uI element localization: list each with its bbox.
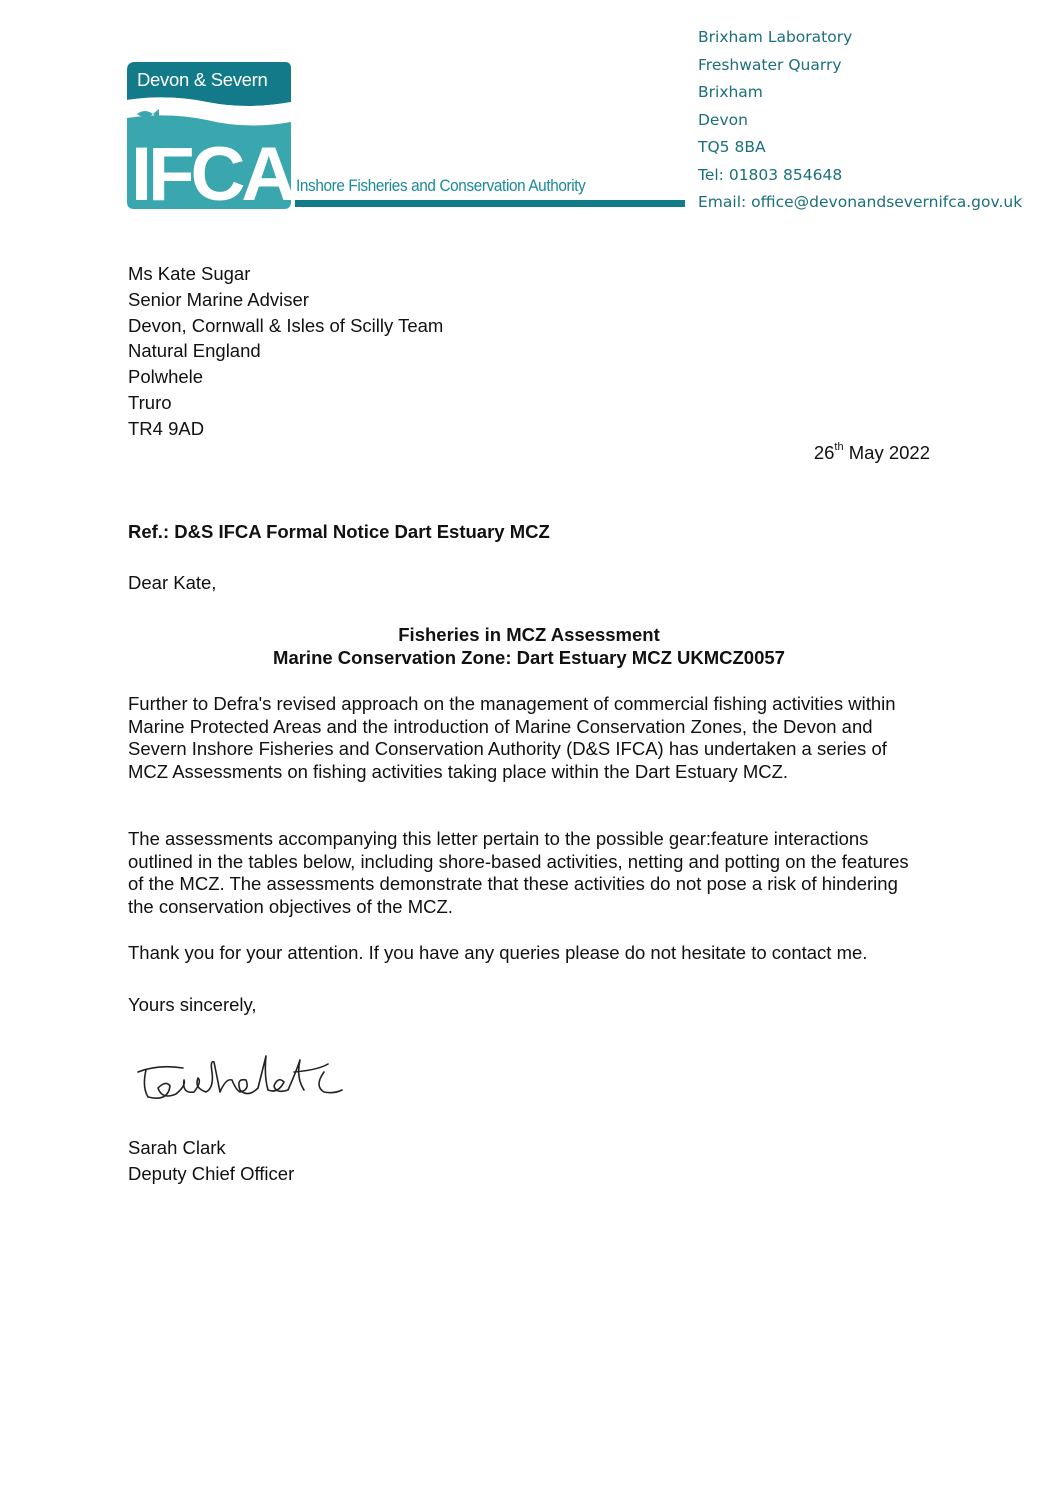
sender-phone: Tel: 01803 854648	[698, 165, 843, 184]
closing: Yours sincerely,	[128, 994, 257, 1015]
salutation: Dear Kate,	[128, 572, 217, 593]
recipient-line: Devon, Cornwall & Isles of Scilly Team	[128, 314, 444, 336]
ifca-logo	[127, 62, 687, 212]
recipient-line: Truro	[128, 391, 172, 413]
body-paragraph: Further to Defra's revised approach on the management of commercial fishing activities within Marine Protected Areas and the introduction of Marine Conservation Zones, the Devon and Severn Inshore Fisheries and Conservation Authority (D&S IFCA) has undertaken a series of MCZ Assessments on fishing activities taking place within the Dart Estuary MCZ.	[128, 693, 896, 782]
sender-line: Freshwater Quarry	[698, 55, 842, 74]
handwritten-signature	[128, 1042, 358, 1117]
signatory-name: Sarah Clark	[128, 1137, 226, 1158]
signoff	[128, 1135, 294, 1187]
letter-date: 26th May 2022	[813, 440, 930, 463]
reference-line: Ref.: D&S IFCA Formal Notice Dart Estuary MCZ	[128, 521, 550, 542]
logo-authority-text: Inshore Fisheries and Conservation Authority	[296, 176, 586, 195]
logo-brand-text: Devon & Severn	[137, 69, 268, 90]
recipient-line: Polwhele	[128, 366, 204, 388]
assessment-subheading: Marine Conservation Zone: Dart Estuary MCZ UKMCZ0057	[273, 647, 785, 668]
logo-acronym-text: IFCA	[131, 132, 293, 212]
recipient-address	[128, 261, 443, 442]
assessment-heading: Fisheries in MCZ Assessment	[398, 624, 660, 645]
recipient-line: Natural England	[128, 340, 261, 362]
recipient-line: Senior Marine Adviser	[128, 288, 309, 310]
signatory-title: Deputy Chief Officer	[128, 1163, 295, 1184]
logo-underline	[295, 200, 685, 207]
recipient-name: Ms Kate Sugar	[128, 263, 251, 284]
sender-address	[698, 24, 1022, 217]
sender-line: Devon	[698, 110, 748, 129]
sender-line: TQ5 8BA	[698, 138, 766, 156]
body-paragraph: The assessments accompanying this letter pertain to the possible gear:feature interactions outlined in the tables below, including shore-based activities, netting and potting on the features of the MCZ. The assessments demonstrate that these activities do not pose a risk of hindering the conservation objectives of the MCZ.	[128, 828, 909, 917]
body-paragraph: Thank you for your attention. If you have any queries please do not hesitate to contact me.	[128, 942, 868, 963]
sender-line: Brixham Laboratory	[698, 28, 853, 46]
sender-email: Email: office@devonandsevernifca.gov.uk	[698, 193, 1023, 211]
recipient-line: TR4 9AD	[128, 417, 205, 439]
sender-line: Brixham	[698, 83, 763, 101]
